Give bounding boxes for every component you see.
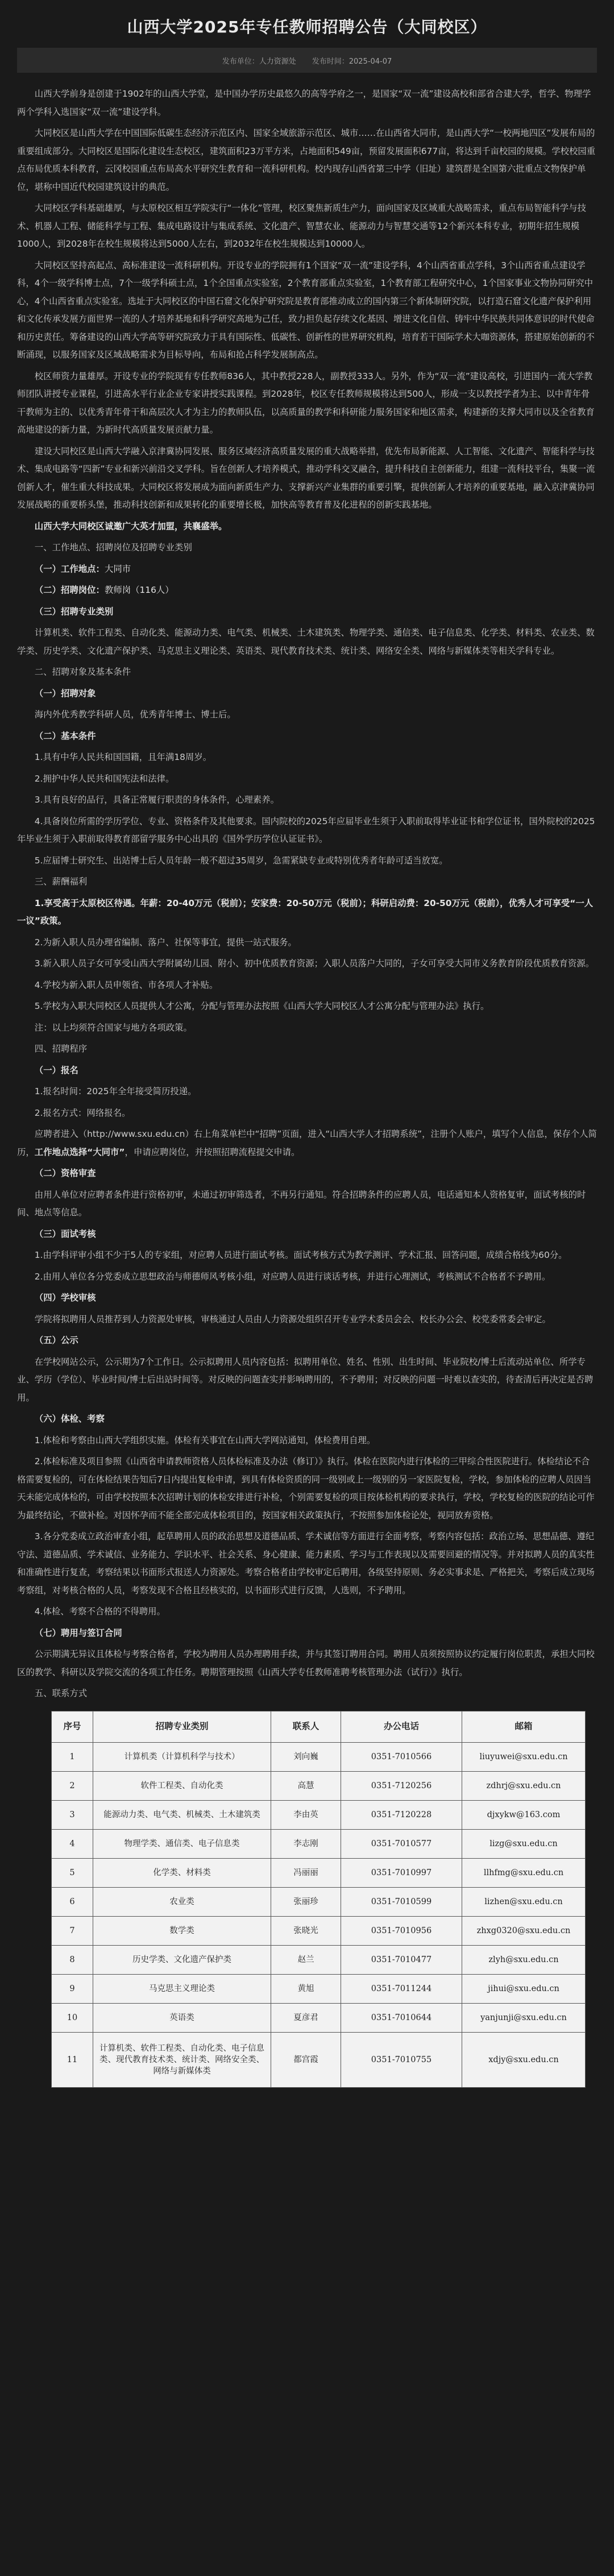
section-4-title: 四、招聘程序 [34,1044,88,1054]
row-phone: 0351-7010755 [341,2032,462,2087]
row-contact: 李志刚 [271,1829,341,1858]
row-email[interactable]: jihui@sxu.edu.cn [462,1974,586,2003]
row-email[interactable]: liuyuwei@sxu.edu.cn [462,1742,586,1771]
benefit-item: 3.新入职人员子女可享受山西大学附属幼儿园、附小、初中优质教育资源；入职人员落户大同的，子女可享受大同市义务教育阶段优质教育资源。 [34,958,595,969]
row-email[interactable]: zdhrj@sxu.edu.cn [462,1771,586,1800]
header-cell: 招聘专业类别 [93,1711,271,1742]
article-body [0,73,614,2088]
row-category: 软件工程类、自动化类 [93,1771,271,1800]
row-index: 1 [52,1742,93,1771]
row-email[interactable]: yanjunji@sxu.edu.cn [462,2003,586,2032]
target-title: （一）招聘对象 [34,688,96,699]
school-review-text: 学院将拟聘用人员推荐到人力资源处审核，审核通过人员由人力资源处组织召开专业学术委员会会、校长办公会、校党委常委会审定。 [34,1314,551,1324]
school-review-title: （四）学校审核 [34,1293,96,1303]
condition-item: 3.具有良好的品行，具备正常履行职责的身体条件，心理素养。 [34,795,280,805]
condition-item: 2.拥护中华人民共和国宪法和法律。 [34,773,175,784]
row-phone: 0351-7010599 [341,1887,462,1916]
condition-item: 4.具备岗位所需的学历学位、专业、资格条件及其他要求。国内院校的2025年应届毕业生须于入职前取得毕业证书和学位证书，国外院校的2025年毕业生须于入职前取得教育部留学服务中心出具的《国外学历学位认证证书》。 [17,816,595,844]
medical-title: （六）体检、考察 [34,1414,105,1424]
row-category: 历史学类、文化遗产保护类 [93,1945,271,1974]
table-row [52,2032,586,2087]
benefit-item: 4.学校为新入职人员申领省、市各项人才补贴。 [34,979,218,990]
row-index: 4 [52,1829,93,1858]
table-row [52,1916,586,1945]
major-categories-title: （三）招聘专业类别 [34,606,114,617]
conditions-title: （二）基本条件 [34,730,96,741]
row-email[interactable]: lizg@sxu.edu.cn [462,1829,586,1858]
row-index: 8 [52,1945,93,1974]
row-phone: 0351-7010577 [341,1829,462,1858]
row-contact: 张丽珍 [271,1887,341,1916]
signup-title: （一）报名 [34,1065,78,1075]
signup-instructions: 应聘者进入（http://www.sxu.edu.cn）右上角菜单栏中“招聘”页面，进入“山西大学人才招聘系统”，注册个人账户，填写个人信息，保存个人简历，工作地点选择“大同市”，申请应聘岗位，并按照招聘流程提交申请。 [17,1129,597,1157]
table-row [52,1974,586,2003]
section-1-title: 一、工作地点、招聘岗位及招聘专业类别 [34,542,192,552]
row-index: 9 [52,1974,93,2003]
benefit-item: 5.学校为入职大同校区人员提供人才公寓，分配与管理办法按照《山西大学大同校区人才公寓分配与管理办法》执行。 [34,1001,489,1011]
header-cell: 序号 [52,1711,93,1742]
intro-paragraph: 建设大同校区是山西大学融入京津冀协同发展、服务区域经济高质量发展的重大战略举措，优先布局新能源、人工智能、文化遗产、智能科学与技术、集成电路等“四新”专业和新兴前沿交叉学科。旨在创新人才培养模式，推动学科交叉融合，提升科技自主创新能力，组建一流科技平台，集聚一流创新人才，催生重大科技成果。大同校区将发展成为面向新质生产力、支撑新兴产业集群的重要引擎，提供创新人才培养的重要基地，融入京津冀协同发展战略的重要桥头堡，推动科技创新和成果转化的重要增长极，加快高等教育普及化进程的创新实践基地。 [17,446,595,510]
review-text: 由用人单位对应聘者条件进行资格初审，未通过初审筛选者，不再另行通知。符合招聘条件的应聘人员，电话通知本人资格复审，面试考核的时间、地点等信息。 [17,1189,586,1218]
row-email[interactable]: zhxg0320@sxu.edu.cn [462,1916,586,1945]
row-index: 5 [52,1858,93,1887]
row-index: 11 [52,2032,93,2087]
positions: （二）招聘岗位：教师岗（116人） [34,585,174,595]
target-text: 海内外优秀教学科研人员，优秀青年博士、博士后。 [34,709,236,720]
intro-invitation: 山西大学大同校区诚邀广大英才加盟，共襄盛举。 [34,521,227,531]
row-contact: 夏彦君 [271,2003,341,2032]
row-phone: 0351-7010956 [341,1916,462,1945]
condition-item: 5.应届博士研究生、出站博士后人员年龄一般不超过35周岁，急需紧缺专业或特别优秀者年龄可适当放宽。 [34,855,448,866]
row-contact: 李由英 [271,1800,341,1829]
table-row [52,1887,586,1916]
row-index: 3 [52,1800,93,1829]
publicity-text: 在学校网站公示，公示期为7个工作日。公示拟聘用人员内容包括：拟聘用单位、姓名、性别、出生时间、毕业院校/博士后流动站单位、所学专业、学历（学位）、毕业时间/博士后出站时间等。对反映的问题查实并影响聘用的，不予聘用；对反映的问题一时难以查实的，待查清后再决定是否聘用。 [17,1356,594,1403]
row-phone: 0351-7120228 [341,1800,462,1829]
section-5-title: 五、联系方式 [34,1688,88,1698]
benefit-item: 1.享受高于太原校区待遇。年薪：20-40万元（税前）；安家费：20-50万元（税前）；科研启动费：20-50万元（税前），优秀人才可享受“一人一议”政策。 [17,898,594,926]
row-category: 数学类 [93,1916,271,1945]
row-contact: 赵兰 [271,1945,341,1974]
row-email[interactable]: xdjy@sxu.edu.cn [462,2032,586,2087]
medical-item: 4.体检、考察不合格的不得聘用。 [34,1606,165,1617]
row-contact: 刘向巍 [271,1742,341,1771]
row-category: 化学类、材料类 [93,1858,271,1887]
signup-item: 1.报名时间：2025年全年接受简历投递。 [34,1086,197,1096]
row-category: 能源动力类、电气类、机械类、土木建筑类 [93,1800,271,1829]
row-category: 英语类 [93,2003,271,2032]
publisher-meta: 发布单位：人力资源处 [222,57,296,66]
intro-paragraph: 山西大学前身是创建于1902年的山西大学堂，是中国办学历史最悠久的高等学府之一，是国家“双一流”建设高校和部省合建大学，哲学、物理学两个学科入选国家“双一流”建设学科。 [17,89,591,117]
row-index: 6 [52,1887,93,1916]
row-contact: 高慧 [271,1771,341,1800]
signup-item: 2.报名方式：网络报名。 [34,1107,131,1118]
date-meta: 发布时间：2025-04-07 [312,57,392,66]
contact-table [51,1711,586,2088]
intro-paragraph: 校区师资力量雄厚。开设专业的学院现有专任教师836人，其中教授228人，副教授333人。另外，作为“双一流”建设高校，引进国内一流大学教师团队讲授专业课程，引进高水平行业企业专家讲授实践课程。到2028年，校区专任教师规模将达到500人，形成一支以教授学者为主、以中青年骨干教师为主的、以优秀青年骨干和高层次人才为主力的教师队伍，以高质量的教学和科研能力服务国家和地区需求，构建新的支撑大同市以及全省教育高地建设的新力量，为新时代高质量发展贡献力量。 [17,371,595,435]
row-contact: 冯丽丽 [271,1858,341,1887]
benefit-note: 注：以上均须符合国家与地方各项政策。 [34,1022,192,1033]
row-index: 2 [52,1771,93,1800]
page-title: 山西大学2025年专任教师招聘公告（大同校区） [127,18,487,36]
row-email[interactable]: djxykw@163.com [462,1800,586,1829]
row-phone: 0351-7010477 [341,1945,462,1974]
medical-item: 2.体检标准及项目参照《山西省申请教师资格人员体检标准及办法（修订）》执行。体检在医院内进行体检的三甲综合性医院进行。体检结论不合格需要复检的，可在体检结果告知后7日内提出复检申请，到具有体检资质的同一级别或上一级别的另一家医院复检，学校，参加体检的应聘人员因当天未能完成体检的，可由学校按照本次招聘计划的体检安排进行补检，个别需要复检的项目按体检机构的要求执行，学校，学校复检的医院的结论可作为最终结论，不做补检。对因怀孕而不能全部完成体检项目的，按国家相关政策执行，不按照参加体检论处，视同放弃资格。 [17,1456,595,1520]
section-3-title: 三、薪酬福利 [34,876,88,887]
row-contact: 黄旭 [271,1974,341,2003]
interview-item: 1.由学科评审小组不少于5人的专家组，对应聘人员进行面试考核。面试考核方式为教学测评、学术汇报、回答问题，成绩合格线为60分。 [34,1250,567,1260]
header-cell: 办公电话 [341,1711,462,1742]
row-category: 计算机类、软件工程类、自动化类、电子信息类、现代教育技术类、统计类、网络安全类、网络与新媒体类 [93,2032,271,2087]
row-category: 物理学类、通信类、电子信息类 [93,1829,271,1858]
row-contact: 都宫霞 [271,2032,341,2087]
row-email[interactable]: lizhen@sxu.edu.cn [462,1887,586,1916]
table-row [52,1771,586,1800]
interview-item: 2.由用人单位各分党委成立思想政治与师德师风考核小组，对应聘人员进行谈话考核，并进行心理测试，考核测试不合格者不予聘用。 [34,1271,551,1282]
table-row [52,1829,586,1858]
table-row [52,1858,586,1887]
table-row [52,1742,586,1771]
medical-item: 3.各分党委成立政治审查小组，起草聘用人员的政治思想及道德品质、学术诚信等方面进行全面考察，考察内容包括：政治立场、思想品德、遵纪守法、道德品质、学术诚信、业务能力、学识水平、社会关系、身心健康、能力素质、学习与工作表现以及需要回避的情况等。并对拟聘人员的真实性和准确性进行复查，考察结果以书面形式报送人力资源处。考察合格者由学校审定后聘用，各级坚持原则、务必实事求是、严格把关，考察后成立现场考察组，对考核合格的人员，考察发现不合格且经核实的，以书面形式进行反馈，人选则，不予聘用。 [17,1531,595,1596]
row-phone: 0351-7010997 [341,1858,462,1887]
table-row [52,1945,586,1974]
row-category: 马克思主义理论类 [93,1974,271,2003]
contact-table-header [52,1711,586,1742]
condition-item: 1.具有中华人民共和国国籍，且年满18周岁。 [34,752,212,762]
work-location: （一）工作地点：大同市 [34,563,131,574]
major-categories-text: 计算机类、软件工程类、自动化类、能源动力类、电气类、机械类、土木建筑类、物理学类、通信类、电子信息类、化学类、材料类、农业类、数学类、历史学类、文化遗产保护类、马克思主义理论类、英语类、现代教育技术类、统计类、网络安全类、网络与新媒体类等相关学科专业。 [17,628,595,656]
interview-title: （三）面试考核 [34,1228,96,1239]
intro-paragraph: 大同校区是山西大学在中国国际低碳生态经济示范区内、国家全域旅游示范区、城市……在山西省大同市，是山西大学“一校两地四区”发展布局的重要组成部分。大同校区是国际化建设生态校区，建筑面积23万平方米，占地面积549亩，预留发展面积677亩，将达到千亩校园的规模。学校校园重点布局优质本科教育，云冈校园重点布局高水平研究生教育和一流科研机构。校内现存山西省第三中学（旧址）建筑群是全国第六批重点文物保护单位，堪称中国近代校园建筑设计的典范。 [17,128,596,192]
contract-title: （七）聘用与签订合同 [34,1627,122,1638]
table-row [52,1800,586,1829]
header-cell: 联系人 [271,1711,341,1742]
row-index: 10 [52,2003,93,2032]
row-phone: 0351-7010566 [341,1742,462,1771]
row-phone: 0351-7010644 [341,2003,462,2032]
row-phone: 0351-7120256 [341,1771,462,1800]
publicity-title: （五）公示 [34,1335,78,1345]
contract-text: 公示期满无异议且体检与考察合格者，学校为聘用人员办理聘用手续，并与其签订聘用合同。聘用人员须按照协议约定履行岗位职责，承担大同校区的教学、科研以及学院交流的各项工作任务。聘期管理按照《山西大学专任教师准聘考核管理办法（试行）》执行。 [17,1649,595,1677]
row-contact: 张晓光 [271,1916,341,1945]
table-row [52,2003,586,2032]
row-index: 7 [52,1916,93,1945]
benefit-item: 2.为新入职人员办理省编制、落户、社保等事宜，提供一站式服务。 [34,937,297,948]
intro-paragraph: 大同校区坚持高起点、高标准建设一流科研机构。开设专业的学院拥有1个国家“双一流”建设学科，4个山西省重点学科，3个山西省重点建设学科，4个一级学科博士点，7个一级学科硕士点，1个全国重点实验室，2个教育部重点实验室，1个教育部工程研究中心，1个国家事业文物协同研究中心，4个山西省重点实验室。选址于大同校区的中国石窟文化保护研究院是教育部推动成立的国内第三个新体制研究院，以打造石窟文化遗产保护利用和文化传承发展方面世界一流的人才培养基地和科学研究高地为己任，致力担负起存续文化基因、增进文化自信、铸牢中华民族共同体意识的时代使命和历史责任。筹备建设的山西大学高等研究院致力于具有国际性、低碳性、创新性的世界研究机构，培育若干国际学术大咖资源体，搭建原始创新的不断涌现，以服务国家及区域战略需求为目标导向，布局和抢占科学发展制高点。 [17,260,595,360]
medical-item: 1.体检和考察由山西大学组织实施。体检有关事宜在山西大学网站通知，体检费用自理。 [34,1435,376,1445]
intro-paragraph: 大同校区学科基础雄厚，与太原校区相互学院实行“一体化”管理，校区聚焦新质生产力，面向国家及区域重大战略需求，重点布局智能科学与技术、机器人工程、储能科学与工程、集成电路设计与集成系统、文化遗产、智慧农业、能源动力与智慧交通等12个新兴本科专业，初期年招生规模1000人，到2028年在校生规模将达到5000人左右，到2032年在校生规模达到10000人。 [17,203,586,249]
review-title: （二）资格审查 [34,1168,96,1178]
row-phone: 0351-7011244 [341,1974,462,2003]
header-cell: 邮箱 [462,1711,586,1742]
row-email[interactable]: zlyh@sxu.edu.cn [462,1945,586,1974]
row-email[interactable]: llhfmg@sxu.edu.cn [462,1858,586,1887]
section-2-title: 二、招聘对象及基本条件 [34,667,131,677]
meta-bar [17,48,597,73]
row-category: 计算机类（计算机科学与技术） [93,1742,271,1771]
row-category: 农业类 [93,1887,271,1916]
